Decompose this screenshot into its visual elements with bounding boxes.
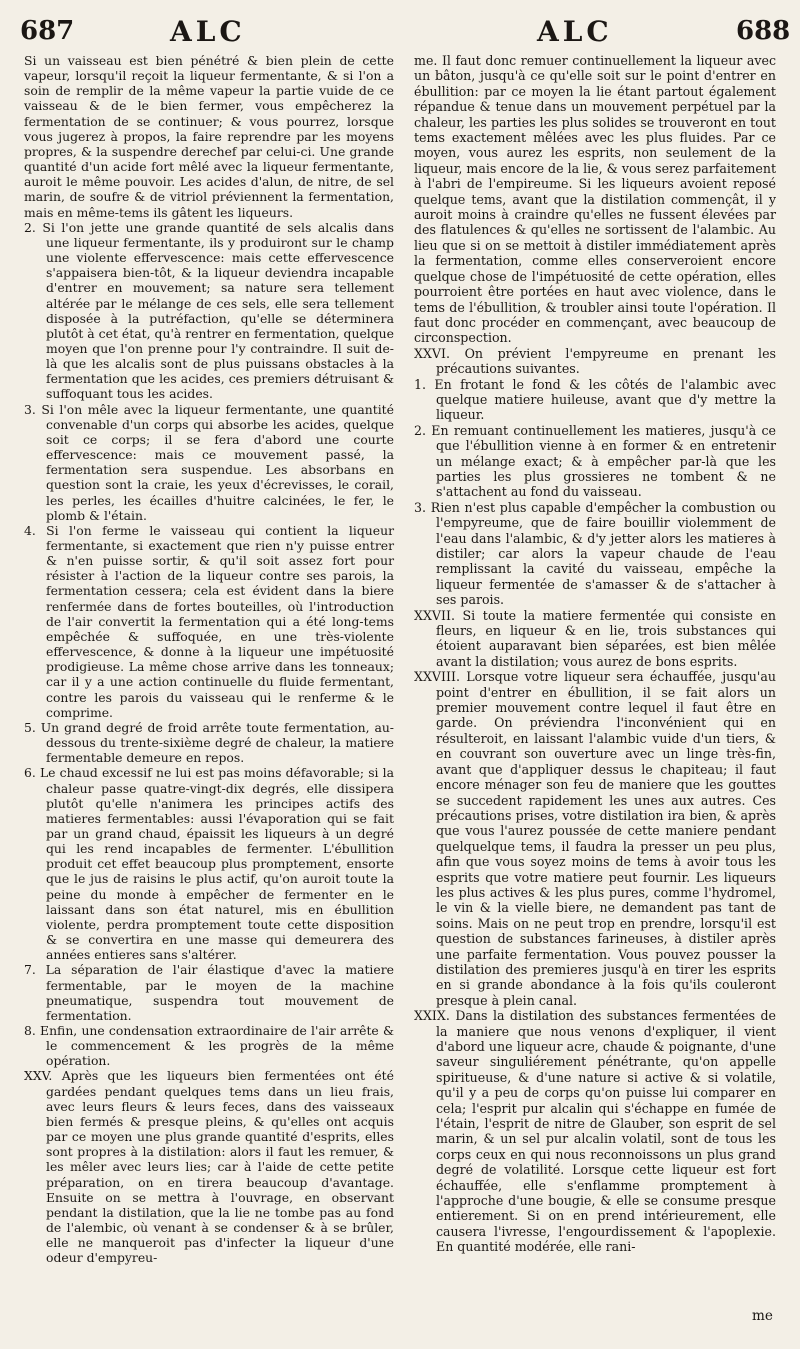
- numbered-paragraph: 6. Le chaud excessif ne lui est pas moins défavorable; si la chaleur passe quatre-vingt-dix degrés, elle dissipera plutôt qu'elle n'animera les principes actifs des matieres fermentables: aussi l'évaporation qui se fait par un grand chaud, épaissit les liqueurs à un degré qui les rend incapables de fermenter. L'ébullition produit cet effet beaucoup plus promptement, ensorte que le jus de raisins le plus actif, qu'on auroit toute la peine du monde à empêcher de fermenter en le laissant dans son état naturel, mis en ébullition violente, perdra promptement toute cette disposition & se convertira en une masse qui demeurera des années entieres sans s'altérer.: [24, 765, 394, 963]
- page-number-left: 687: [20, 16, 75, 46]
- catchword: me: [752, 1308, 773, 1324]
- page-number-right: 688: [736, 16, 791, 46]
- section-paragraph: XXIX. Dans la distilation des substances fermentées de la maniere que nous venons d'expliquer, il vient d'abord une liqueur acre, chaude & poignante, d'une saveur singuliérement pénétrante, qu'on appelle spiritueuse, & d'une nature si active & si volatile, qu'il y a peu de corps qu'on puisse lui comparer en cela; l'esprit pur alcalin qui s'échappe en fumée de l'étain, l'esprit de nitre de Glauber, son esprit de sel marin, & un sel pur alcalin volatil, sont de tous les corps ceux en qui nous reconnoissons un plus grand degré de volatilité. Lorsque cette liqueur est fort échauffée, elle s'enflamme promptement à l'approche d'une bougie, & elle se consume presque entierement. Si on en prend intérieurement, elle causera l'ivresse, l'engourdissement & l'apoplexie. En quantité modérée, elle rani-: [414, 1008, 776, 1255]
- right-text-column: [414, 53, 776, 1255]
- section-paragraph: XXVIII. Lorsque votre liqueur sera échauffée, jusqu'au point d'entrer en ébullition, il se fait alors un premier mouvement contre lequel il faut être en garde. On préviendra l'inconvénient qui en résulteroit, en laissant l'alambic vuide d'un tiers, & en couvrant son ouverture avec un linge très-fin, avant que d'appliquer dessus le chapiteau; il faut encore ménager son feu de maniere que les gouttes se succedent rapidement les unes aux autres. Ces précautions prises, votre distilation ira bien, & après que vous l'aurez poussée de cette maniere pendant quelquelque tems, il faudra la presser un peu plus, afin que vous soyez moins de tems à avoir tous les esprits que votre matiere peut fournir. Les liqueurs les plus actives & les plus pures, comme l'hydromel, le vin & la vielle biere, ne demandent pas tant de soins. Mais on ne peut trop en prendre, lorsqu'il est question de substances farineuses, à distiler après une parfaite fermentation. Vous pouvez pousser la distilation des premieres jusqu'à en tirer les esprits en si grande abondance à la fois qu'ils couleront presque à plein canal.: [414, 669, 776, 1008]
- numbered-paragraph: 3. Rien n'est plus capable d'empêcher la combustion ou l'empyreume, que de faire bouillir violemment de l'eau dans l'alambic, & d'y jetter alors les matieres à distiler; car alors la vapeur chaude de l'eau remplissant la cavité du vaisseau, empêche la liqueur fermentée de s'amasser & de s'attacher à ses parois.: [414, 499, 776, 608]
- running-head-right: ALC: [537, 15, 613, 48]
- numbered-paragraph: 2. Si l'on jette une grande quantité de sels alcalis dans une liqueur fermentante, ils y produiront sur le champ une violente effervescence: mais cette effervescence s'appaisera bien-tôt, & la liqueur deviendra incapable d'entrer en mouvement; sa nature sera tellement altérée par le mélange de ces sels, elle sera tellement disposée à la putréfaction, qu'elle se déterminera plutôt à cet état, qu'à rentrer en fermentation, quelque moyen que l'on prenne pour l'y contraindre. Il suit de-là que les alcalis sont de plus puissans obstacles à la fermentation que les acides, ces premiers détruisant & suffoquant tous les acides.: [24, 219, 394, 402]
- paragraph: me. Il faut donc remuer continuellement la liqueur avec un bâton, jusqu'à ce qu'elle soit sur le point d'entrer en ébullition: par ce moyen la lie étant partout également répandue & tenue dans un mouvement perpétuel par la chaleur, les parties les plus solides se trouveront en tout tems exactement mêlées avec les plus fluides. Par ce moyen, vous aurez les esprits, non seulement de la liqueur, mais encore de la lie, & vous serez parfaitement à l'abri de l'empireume. Si les liqueurs avoient reposé quelque tems, avant que la distilation commençât, il y auroit moins à craindre qu'elles ne fussent élevées par des flatulences & qu'elles ne sortissent de l'alambic. Au lieu que si on se mettoit à distiler immédiatement après la fermentation, comme elles conserveroient encore quelque chose de l'impétuosité de cette opération, elles pourroient être portées en haut avec violence, dans le tems de l'ébullition, & troubler ainsi toute l'opération. Il faut donc procéder en commençant, avec beaucoup de circonspection.: [414, 53, 777, 346]
- numbered-paragraph: 4. Si l'on ferme le vaisseau qui contient la liqueur fermentante, si exactement que rien n'y puisse entrer & n'en puisse sortir, & qu'il soit assez fort pour résister à l'action de la liqueur contre ses parois, la fermentation cessera; cela est évident dans la biere renfermée dans de fortes bouteilles, où l'introduction de l'air convertit la fermentation qui a été long-tems empêchée & suffoquée, en une très-violente effervescence, & donne à la liqueur une impétuosité prodigieuse. La même chose arrive dans les tonneaux; car il y a une action continuelle du fluide fermentant, contre les parois du vaisseau qui le renferme & le comprime.: [24, 522, 394, 720]
- running-head-left: ALC: [170, 15, 246, 48]
- numbered-paragraph: 3. Si l'on mêle avec la liqueur fermentante, une quantité convenable d'un corps qui absorbe les acides, quelque soit ce corps; il se fera d'abord une courte effervescence: mais ce mouvement passé, la fermentation sera suspendue. Les absorbans en question sont la craie, les yeux d'écrevisses, le corail, les perles, les écailles d'huitre calcinées, le fer, le plomb & l'étain.: [24, 401, 394, 523]
- paragraph: Si un vaisseau est bien pénétré & bien plein de cette vapeur, lorsqu'il reçoit la liqueur fermentante, & si l'on a soin de remplir de la même vapeur la partie vuide de ce vaisseau & de le bien fermer, vous empêcherez la fermentation de se continuer; & vous pourrez, lorsque vous jugerez à propos, la faire reprendre par les moyens propres, & la suspendre derechef par celui-ci. Une grande quantité d'un acide fort mêlé avec la liqueur fermentante, auroit le même pouvoir. Les acides d'alun, de nitre, de sel marin, de soufre & de vitriol préviennent la fermentation, mais en même-tems ils gâtent les liqueurs.: [24, 53, 394, 220]
- numbered-paragraph: 5. Un grand degré de froid arrête toute fermentation, au-dessous du trente-sixième degré de chaleur, la matiere fermentable demeure en repos.: [24, 719, 394, 766]
- numbered-paragraph: 2. En remuant continuellement les matieres, jusqu'à ce que l'ébullition vienne à en former & en entretenir un mélange exact; & à empêcher par-là que les parties les plus grossieres ne tombent & ne s'attachent au fond du vaisseau.: [414, 422, 776, 500]
- numbered-paragraph: 7. La séparation de l'air élastique d'avec la matiere fermentable, par le moyen de la machine pneumatique, suspendra tout mouvement de fermentation.: [24, 962, 394, 1023]
- numbered-paragraph: 1. En frotant le fond & les côtés de l'alambic avec quelque matiere huileuse, avant que d'y mettre la liqueur.: [414, 376, 776, 423]
- section-paragraph: XXVII. Si toute la matiere fermentée qui consiste en fleurs, en liqueur & en lie, trois substances qui étoient auparavant bien séparées, est bien mêlée avant la distilation; vous aurez de bons esprits.: [414, 607, 776, 669]
- numbered-paragraph: 8. Enfin, une condensation extraordinaire de l'air arrête & le commencement & les progrès de la même opération.: [24, 1023, 394, 1069]
- section-paragraph: XXV. Après que les liqueurs bien fermentées ont été gardées pendant quelques tems dans un lieu frais, avec leurs fleurs & leurs feces, dans des vaisseaux bien fermés & presque pleins, & qu'elles ont acquis par ce moyen une plus grande quantité d'esprits, elles sont propres à la distilation: alors il faut les remuer, & les mêler avec leurs lies; car à l'aide de cette petite préparation, on en tirera beaucoup d'avantage. Ensuite on se mettra à l'ouvrage, en observant pendant la distilation, que la lie ne tombe pas au fond de l'alembic, où venant à se condenser & à se brûler, elle ne manqueroit pas d'infecter la liqueur d'une odeur d'empyreu-: [24, 1068, 394, 1266]
- section-paragraph: XXVI. On prévient l'empyreume en prenant les précautions suivantes.: [414, 345, 776, 377]
- left-text-column: [24, 53, 394, 1266]
